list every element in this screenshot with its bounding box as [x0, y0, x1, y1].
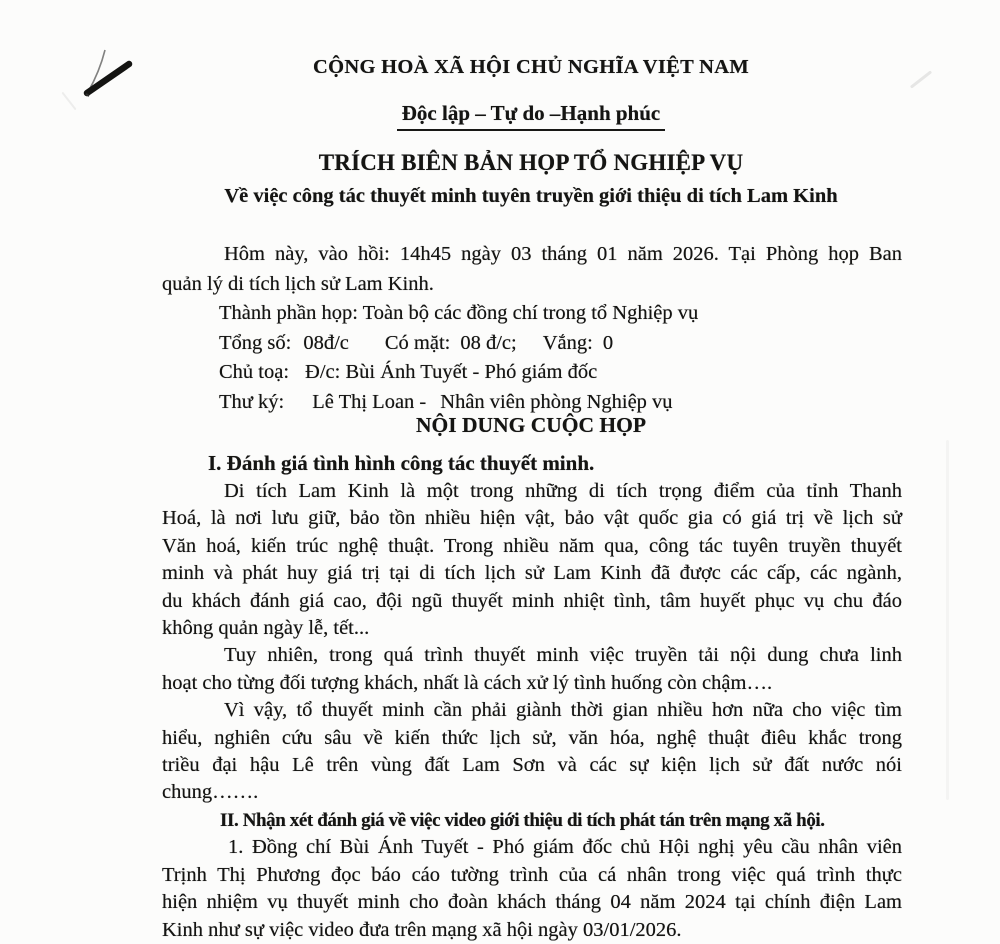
section-2-heading: II. Nhận xét đánh giá về việc video giới thiệu di tích phát tán trên mạng xã hội.	[220, 809, 825, 831]
chair-label: Chủ toạ:	[219, 361, 290, 384]
meeting-place-line: quản lý di tích lịch sử Lam Kinh.	[162, 272, 434, 295]
section-1-heading: I. Đánh giá tình hình công tác thuyết minh.	[208, 451, 595, 475]
para-line: hoạt cho từng đối tượng khách, nhất là cách xử lý tình huống còn chậm….	[162, 671, 773, 694]
para-line: Văn hoá, kiến trúc nghệ thuật. Trong nhiều năm qua, công tác tuyên truyền thuyết	[162, 534, 902, 557]
present-value: 08 đ/c;	[460, 331, 517, 354]
para-line: Di tích Lam Kinh là một trong những di tích trọng điểm của tỉnh Thanh	[224, 480, 902, 502]
document-body	[162, 478, 902, 944]
para-line: triều đại hậu Lê trên vùng đất Lam Sơn và các sự kiện lịch sử đất nước nói	[162, 754, 902, 777]
absent-value: 0	[602, 331, 614, 354]
national-motto: Độc lập – Tự do –Hạnh phúc	[397, 101, 665, 131]
scan-streak	[946, 440, 949, 800]
para-line: không quản ngày lễ, tết...	[162, 617, 370, 640]
present-label: Có mặt:	[384, 331, 451, 354]
para-line: Hoá, là nơi lưu giữ, bảo tồn nhiều hiện vật, bảo vật quốc gia có giá trị về lịch sử	[162, 507, 902, 530]
meeting-info	[162, 240, 902, 418]
absent-label: Vắng:	[542, 331, 593, 354]
chair-value: Đ/c: Bùi Ánh Tuyết - Phó giám đốc	[305, 361, 598, 384]
secretary-name: Lê Thị Loan -	[312, 390, 427, 413]
chair-line	[162, 358, 902, 388]
para-line: hiểu, nghiên cứu sâu về kiến thức lịch sử, văn hóa, nghệ thuật điêu khắc trong	[162, 726, 902, 749]
secretary-role: Nhân viên phòng Nghiệp vụ	[440, 390, 673, 413]
para-line: hiện nhiệm vụ thuyết minh cho đoàn khách tháng 04 năm 2024 tại chính điện Lam	[162, 891, 902, 914]
para-line: Tuy nhiên, trong quá trình thuyết minh việc truyền tải nội dung chưa linh	[224, 644, 902, 667]
document-title: TRÍCH BIÊN BẢN HỌP TỔ NGHIỆP VỤ	[318, 150, 744, 175]
attendees-line: Thành phần họp: Toàn bộ các đồng chí trong tổ Nghiệp vụ	[219, 302, 699, 325]
para-line: chung…….	[162, 781, 259, 804]
para-line: Kinh như sự việc video đưa trên mạng xã hội ngày 03/01/2026.	[162, 918, 682, 941]
country-name: CỘNG HOÀ XÃ HỘI CHỦ NGHĨA VIỆT NAM	[313, 56, 749, 78]
meeting-time-line: Hôm này, vào hồi: 14h45 ngày 03 tháng 01 năm 2026. Tại Phòng họp Ban	[224, 243, 902, 265]
body-heading: NỘI DUNG CUỘC HỌP	[416, 413, 646, 437]
para-line: Trịnh Thị Phương đọc báo cáo tường trình của cá nhân trong việc quá trình thực	[162, 863, 902, 886]
stats-line	[162, 329, 902, 359]
para-line: 1. Đồng chí Bùi Ánh Tuyết - Phó giám đốc chủ Hội nghị yêu cầu nhân viên	[228, 836, 902, 859]
total-label: Tổng số:	[219, 331, 292, 354]
total-value: 08đ/c	[303, 331, 349, 354]
para-line: Vì vậy, tổ thuyết minh cần phải giành thời gian nhiều hơn nữa cho việc tìm	[224, 699, 902, 722]
para-line: minh và phát huy giá trị tại di tích lịch sử Lam Kinh đã được các cấp, các ngành,	[162, 562, 902, 585]
scan-smudge	[910, 70, 932, 88]
secretary-label: Thư ký:	[219, 390, 285, 413]
pen-check-mark-icon	[72, 38, 138, 104]
document-subtitle: Về việc công tác thuyết minh tuyên truyền giới thiệu di tích Lam Kinh	[224, 185, 838, 207]
para-line: du khách đánh giá cao, đội ngũ thuyết minh nhiệt tình, tâm huyết phục vụ chu đáo	[162, 589, 902, 612]
national-header	[162, 56, 900, 131]
